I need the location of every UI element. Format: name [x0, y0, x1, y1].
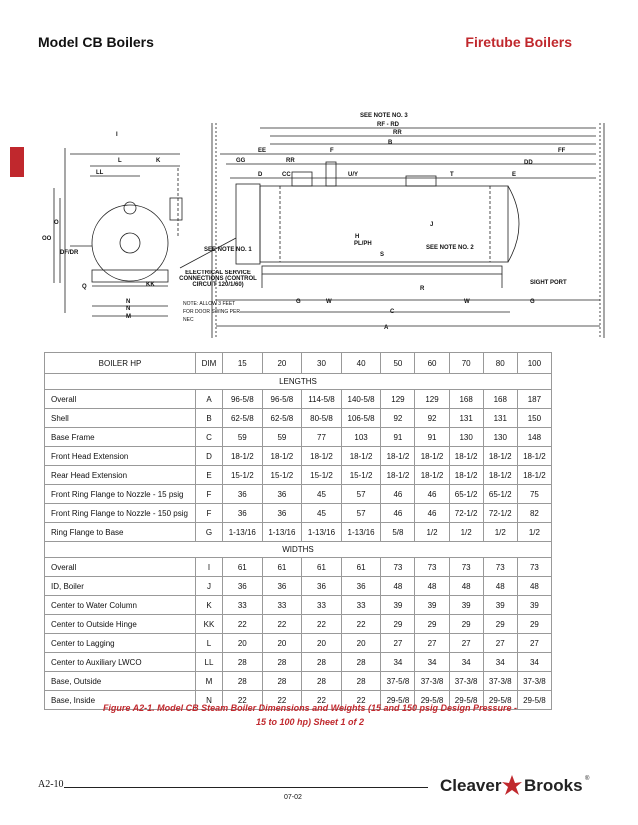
table-cell: 29 [449, 615, 483, 634]
table-cell: 46 [415, 485, 449, 504]
caption-line-2: 15 to 100 hp) Sheet 1 of 2 [255, 717, 365, 727]
row-label: Center to Auxiliary LWCO [45, 653, 196, 672]
drawing-label: EE [258, 148, 267, 154]
col-header-hp: 15 [223, 353, 263, 374]
table-row [45, 504, 552, 523]
table-cell: 33 [302, 596, 342, 615]
table-row [45, 466, 552, 485]
table-cell: 29-5/8 [517, 691, 551, 710]
drawing-label: N [126, 299, 131, 305]
row-dim: E [196, 466, 223, 485]
table-cell: 18-1/2 [415, 447, 449, 466]
registered-mark: ® [585, 776, 590, 782]
table-row [45, 653, 552, 672]
table-cell: 73 [517, 558, 551, 577]
row-label: Front Head Extension [45, 447, 196, 466]
table-cell: 29-5/8 [449, 691, 483, 710]
table-cell: 72-1/2 [483, 504, 517, 523]
brand-text-brooks: Brooks [524, 776, 583, 795]
drawing-label: N [126, 306, 131, 312]
table-cell: 37-3/8 [415, 672, 449, 691]
col-header-hp: 40 [341, 353, 381, 374]
drawing-label: CC [282, 172, 291, 178]
table-cell: 28 [302, 672, 342, 691]
row-dim: I [196, 558, 223, 577]
table-cell: 45 [302, 504, 342, 523]
table-cell: 59 [223, 428, 263, 447]
table-row [45, 485, 552, 504]
drawing-label: R [420, 286, 425, 292]
row-dim: J [196, 577, 223, 596]
header-title-left: Model CB Boilers [38, 34, 154, 50]
drawing-label: Q [82, 284, 87, 290]
table-cell: 29-5/8 [415, 691, 449, 710]
drawing-label: A [384, 325, 389, 331]
table-cell: 18-1/2 [262, 447, 302, 466]
table-cell: 48 [483, 577, 517, 596]
revision-date: 07-02 [284, 794, 302, 801]
table-cell: 73 [381, 558, 415, 577]
row-dim: F [196, 504, 223, 523]
table-cell: 28 [223, 672, 263, 691]
door-swing-note: NOTE: ALLOW 3 FEET FOR DOOR SWING PER NEC [183, 301, 240, 323]
table-cell: 129 [381, 390, 415, 409]
table-row [45, 428, 552, 447]
page-number: A2-10 [38, 779, 64, 790]
table-cell: 18-1/2 [302, 447, 342, 466]
row-label: Center to Lagging [45, 634, 196, 653]
row-dim: L [196, 634, 223, 653]
table-cell: 168 [483, 390, 517, 409]
table-cell: 18-1/2 [517, 466, 551, 485]
dimensions-table [44, 352, 552, 710]
table-cell: 187 [517, 390, 551, 409]
table-cell: 80-5/8 [302, 409, 342, 428]
table-cell: 34 [415, 653, 449, 672]
table-cell: 39 [483, 596, 517, 615]
table-cell: 36 [223, 504, 263, 523]
table-cell: 1/2 [415, 523, 449, 542]
col-header-hp: 70 [449, 353, 483, 374]
row-label: Overall [45, 558, 196, 577]
table-cell: 48 [381, 577, 415, 596]
drawing-label: PL/PH [354, 241, 372, 247]
table-row [45, 558, 552, 577]
table-cell: 46 [415, 504, 449, 523]
row-label: Center to Water Column [45, 596, 196, 615]
boiler-dimension-drawing [30, 98, 615, 343]
table-cell: 36 [341, 577, 381, 596]
table-header-row [45, 353, 552, 374]
table-cell: 36 [223, 485, 263, 504]
section-title: WIDTHS [45, 542, 552, 558]
table-cell: 29-5/8 [381, 691, 415, 710]
table-cell: 48 [517, 577, 551, 596]
drawing-label: J [430, 222, 434, 228]
table-cell: 18-1/2 [449, 447, 483, 466]
table-cell: 22 [341, 615, 381, 634]
table-cell: 62-5/8 [262, 409, 302, 428]
table-row [45, 447, 552, 466]
footer-rule [64, 787, 428, 788]
table-cell: 36 [223, 577, 263, 596]
table-cell: 106-5/8 [341, 409, 381, 428]
table-cell: 48 [415, 577, 449, 596]
col-header-dim: DIM [196, 353, 223, 374]
row-dim: C [196, 428, 223, 447]
drawing-label: D [258, 172, 263, 178]
table-cell: 18-1/2 [483, 447, 517, 466]
table-cell: 29 [381, 615, 415, 634]
row-label: Rear Head Extension [45, 466, 196, 485]
caption-line-1: Figure A2-1. Model CB Steam Boiler Dimensions and Weights (15 and 150 psig Design Pressure - [102, 703, 518, 713]
drawing-label: W [464, 299, 470, 305]
drawing-label: L [118, 158, 122, 164]
table-cell: 92 [381, 409, 415, 428]
drawing-label: M [126, 314, 131, 320]
table-cell: 37-3/8 [483, 672, 517, 691]
table-row [45, 634, 552, 653]
table-cell: 39 [449, 596, 483, 615]
table-cell: 28 [223, 653, 263, 672]
table-cell: 20 [223, 634, 263, 653]
row-dim: N [196, 691, 223, 710]
row-label: Base Frame [45, 428, 196, 447]
table-cell: 77 [302, 428, 342, 447]
table-cell: 28 [341, 653, 381, 672]
drawing-label: RR [286, 158, 295, 164]
drawing-label: K [156, 158, 161, 164]
header-title-right: Firetube Boilers [465, 34, 572, 50]
drawing-label: S [380, 252, 385, 258]
col-header-hp: 100 [517, 353, 551, 374]
table-cell: 29 [415, 615, 449, 634]
table-cell: 15-1/2 [341, 466, 381, 485]
table-cell: 1-13/16 [223, 523, 263, 542]
row-label: Front Ring Flange to Nozzle - 15 psig [45, 485, 196, 504]
table-cell: 18-1/2 [381, 447, 415, 466]
table-cell: 168 [449, 390, 483, 409]
col-header-hp: 20 [262, 353, 302, 374]
table-cell: 36 [262, 577, 302, 596]
drawing-label: G [530, 299, 535, 305]
table-cell: 29 [483, 615, 517, 634]
row-dim: A [196, 390, 223, 409]
drawing-label: DD [524, 160, 533, 166]
table-cell: 28 [341, 672, 381, 691]
table-cell: 103 [341, 428, 381, 447]
table-cell: 18-1/2 [223, 447, 263, 466]
table-cell: 148 [517, 428, 551, 447]
table-cell: 61 [341, 558, 381, 577]
table-row [45, 577, 552, 596]
table-cell: 18-1/2 [483, 466, 517, 485]
row-dim: K [196, 596, 223, 615]
table-cell: 37-5/8 [381, 672, 415, 691]
drawing-label: RR [393, 130, 402, 136]
drawing-label: E [512, 172, 517, 178]
table-cell: 37-3/8 [517, 672, 551, 691]
row-dim: M [196, 672, 223, 691]
table-cell: 65-1/2 [483, 485, 517, 504]
table-cell: 39 [517, 596, 551, 615]
table-cell: 20 [262, 634, 302, 653]
drawing-label: F [330, 148, 334, 154]
row-label: Center to Outside Hinge [45, 615, 196, 634]
table-cell: 22 [223, 691, 263, 710]
row-label: Ring Flange to Base [45, 523, 196, 542]
table-cell: 22 [262, 691, 302, 710]
table-cell: 92 [415, 409, 449, 428]
table-cell: 33 [262, 596, 302, 615]
section-header-row [45, 374, 552, 390]
table-cell: 20 [302, 634, 342, 653]
col-header-hp: 60 [415, 353, 449, 374]
table-cell: 28 [262, 653, 302, 672]
table-cell: 29 [517, 615, 551, 634]
figure-caption [100, 701, 520, 729]
table-cell: 20 [341, 634, 381, 653]
drawing-label: SEE NOTE NO. 2 [426, 245, 474, 251]
table-cell: 15-1/2 [302, 466, 342, 485]
col-header-hp: 50 [381, 353, 415, 374]
row-label: Overall [45, 390, 196, 409]
drawing-label: OO [42, 236, 52, 242]
drawing-label: RF - RD [377, 122, 399, 128]
table-cell: 140-5/8 [341, 390, 381, 409]
table-body [45, 374, 552, 710]
table-cell: 91 [415, 428, 449, 447]
table-cell: 18-1/2 [341, 447, 381, 466]
table-cell: 82 [517, 504, 551, 523]
drawing-label: B [388, 140, 393, 146]
table-cell: 27 [483, 634, 517, 653]
table-cell: 1/2 [517, 523, 551, 542]
table-cell: 28 [262, 672, 302, 691]
table-cell: 65-1/2 [449, 485, 483, 504]
table-cell: 1-13/16 [341, 523, 381, 542]
table-cell: 1-13/16 [262, 523, 302, 542]
table-cell: 33 [341, 596, 381, 615]
table-cell: 22 [223, 615, 263, 634]
table-row [45, 596, 552, 615]
drawing-label: W [326, 299, 332, 305]
table-cell: 18-1/2 [381, 466, 415, 485]
table-cell: 39 [381, 596, 415, 615]
table-cell: 57 [341, 485, 381, 504]
table-cell: 73 [449, 558, 483, 577]
table-cell: 33 [223, 596, 263, 615]
drawing-label: H [355, 234, 360, 240]
table-cell: 5/8 [381, 523, 415, 542]
table-cell: 131 [483, 409, 517, 428]
drawing-label: GG [236, 158, 246, 164]
table-cell: 114-5/8 [302, 390, 342, 409]
table-cell: 34 [517, 653, 551, 672]
row-dim: D [196, 447, 223, 466]
table-cell: 1/2 [483, 523, 517, 542]
table-cell: 45 [302, 485, 342, 504]
table-cell: 61 [223, 558, 263, 577]
table-cell: 39 [415, 596, 449, 615]
table-cell: 130 [449, 428, 483, 447]
drawing-label: I [116, 132, 118, 138]
drawing-label: LL [96, 170, 104, 176]
table-cell: 36 [262, 504, 302, 523]
drawing-label: U/Y [348, 172, 359, 178]
table-cell: 18-1/2 [415, 466, 449, 485]
row-label: Base, Outside [45, 672, 196, 691]
table-cell: 29-5/8 [483, 691, 517, 710]
row-label: Base, Inside [45, 691, 196, 710]
table-cell: 150 [517, 409, 551, 428]
table-cell: 96-5/8 [262, 390, 302, 409]
table-cell: 18-1/2 [449, 466, 483, 485]
table-cell: 46 [381, 485, 415, 504]
table-cell: 61 [302, 558, 342, 577]
table-cell: 22 [341, 691, 381, 710]
table-cell: 1/2 [449, 523, 483, 542]
table-cell: 22 [262, 615, 302, 634]
table-cell: 73 [415, 558, 449, 577]
table-cell: 129 [415, 390, 449, 409]
table-cell: 62-5/8 [223, 409, 263, 428]
row-dim: G [196, 523, 223, 542]
table-cell: 1-13/16 [302, 523, 342, 542]
row-label: Shell [45, 409, 196, 428]
drawing-label: SIGHT PORT [530, 280, 567, 286]
table-cell: 72-1/2 [449, 504, 483, 523]
table-cell: 27 [415, 634, 449, 653]
section-header-row [45, 542, 552, 558]
table-cell: 57 [341, 504, 381, 523]
drawing-label: C [390, 309, 395, 315]
table-cell: 27 [517, 634, 551, 653]
table-cell: 48 [449, 577, 483, 596]
col-header-hp: 30 [302, 353, 342, 374]
cleaver-brooks-logo [440, 772, 600, 798]
table-cell: 22 [302, 691, 342, 710]
table-cell: 15-1/2 [223, 466, 263, 485]
table-cell: 22 [302, 615, 342, 634]
table-cell: 34 [483, 653, 517, 672]
table-cell: 46 [381, 504, 415, 523]
table-cell: 34 [381, 653, 415, 672]
brand-flame-icon [502, 775, 522, 795]
section-tab-marker [10, 147, 24, 177]
drawing-label: T [450, 172, 454, 178]
brand-text-cleaver: Cleaver [440, 776, 502, 795]
table-cell: 18-1/2 [517, 447, 551, 466]
table-cell: 130 [483, 428, 517, 447]
drawing-label: SEE NOTE NO. 3 [360, 113, 408, 119]
table-row [45, 523, 552, 542]
electrical-service-note: ELECTRICAL SERVICE CONNECTIONS (CONTROL CIRCUIT 120/1/60) [179, 270, 257, 288]
row-label: Front Ring Flange to Nozzle - 150 psig [45, 504, 196, 523]
table-cell: 131 [449, 409, 483, 428]
table-cell: 34 [449, 653, 483, 672]
drawing-label: SEE NOTE NO. 1 [204, 247, 252, 253]
drawing-label: DF/DR [60, 250, 79, 256]
table-cell: 91 [381, 428, 415, 447]
table-cell: 37-3/8 [449, 672, 483, 691]
table-cell: 59 [262, 428, 302, 447]
row-dim: F [196, 485, 223, 504]
table-row [45, 390, 552, 409]
table-row [45, 615, 552, 634]
row-dim: LL [196, 653, 223, 672]
col-header-boiler-hp: BOILER HP [45, 353, 196, 374]
table-cell: 28 [302, 653, 342, 672]
drawing-label: G [296, 299, 301, 305]
col-header-hp: 80 [483, 353, 517, 374]
drawing-label: O [54, 220, 59, 226]
table-cell: 61 [262, 558, 302, 577]
row-dim: B [196, 409, 223, 428]
table-cell: 15-1/2 [262, 466, 302, 485]
table-cell: 36 [262, 485, 302, 504]
table-cell: 73 [483, 558, 517, 577]
table-cell: 27 [381, 634, 415, 653]
drawing-label: KK [146, 282, 155, 288]
drawing-label: FF [558, 148, 566, 154]
table-cell: 96-5/8 [223, 390, 263, 409]
row-dim: KK [196, 615, 223, 634]
row-label: ID, Boiler [45, 577, 196, 596]
table-row [45, 672, 552, 691]
table-cell: 36 [302, 577, 342, 596]
table-cell: 27 [449, 634, 483, 653]
table-cell: 75 [517, 485, 551, 504]
table-row [45, 409, 552, 428]
section-title: LENGTHS [45, 374, 552, 390]
